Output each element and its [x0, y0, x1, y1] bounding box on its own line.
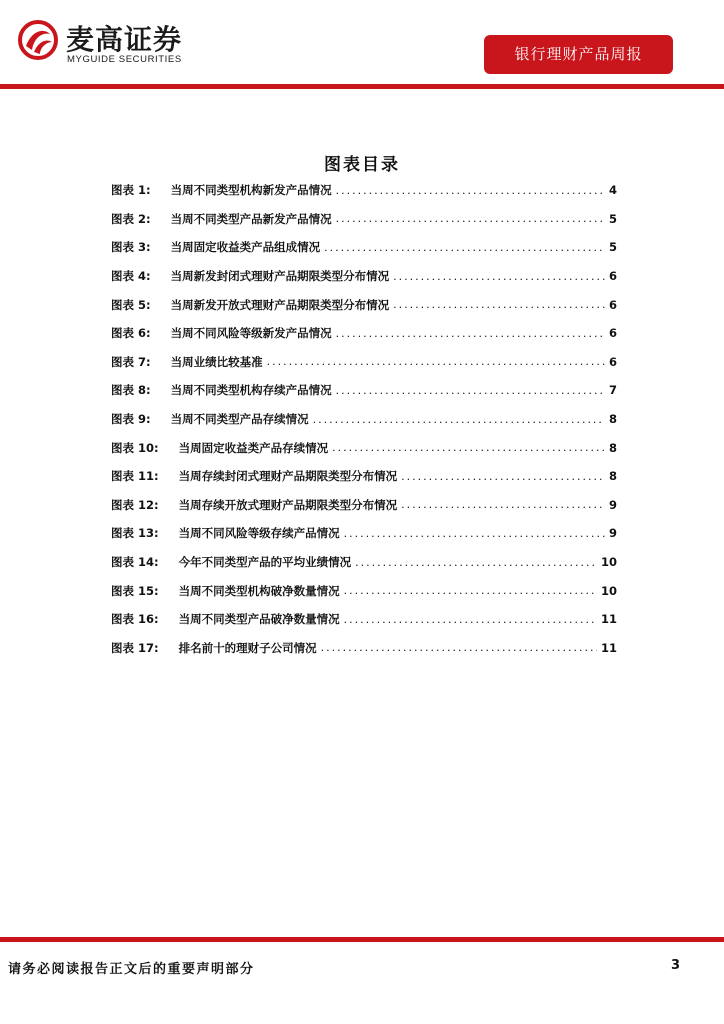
toc-entry[interactable]	[111, 176, 617, 205]
toc-entry-label: 图表 5:	[111, 297, 151, 312]
toc-leader-dots	[313, 413, 605, 426]
toc-entry-label: 图表 12:	[111, 497, 159, 512]
toc-entry-page: 8	[608, 469, 617, 484]
toc-entry[interactable]	[111, 319, 617, 348]
toc-entry-page: 6	[608, 326, 617, 341]
toc-leader-dots	[393, 270, 605, 283]
toc-leader-dots	[321, 641, 597, 654]
toc-entry-title: 当周不同风险等级存续产品情况	[178, 526, 340, 541]
toc-entry-page: 10	[600, 555, 617, 570]
toc-entry-title: 当周存续开放式理财产品期限类型分布情况	[178, 497, 398, 512]
toc-entry-title: 当周不同类型机构破净数量情况	[178, 583, 340, 598]
toc-entry[interactable]	[111, 548, 617, 577]
toc-entry-label: 图表 17:	[111, 640, 159, 655]
toc-entry[interactable]	[111, 348, 617, 377]
toc-entry-title: 排名前十的理财子公司情况	[178, 640, 317, 655]
toc-entry-label: 图表 6:	[111, 326, 151, 341]
toc-entry-title: 当周存续封闭式理财产品期限类型分布情况	[178, 469, 398, 484]
toc-entry-page: 6	[608, 297, 617, 312]
toc-entry[interactable]	[111, 491, 617, 520]
toc-entry[interactable]	[111, 433, 617, 462]
toc-entry-page: 9	[608, 526, 617, 541]
toc-entry-page: 11	[600, 640, 617, 655]
toc-entry-page: 6	[608, 269, 617, 284]
logo-english-name: MYGUIDE SECURITIES	[67, 54, 182, 65]
toc-entry-title: 当周新发开放式理财产品期限类型分布情况	[170, 297, 390, 312]
toc-entry-title: 当周固定收益类产品组成情况	[170, 240, 321, 255]
toc-leader-dots	[344, 527, 605, 540]
toc-entry[interactable]	[111, 233, 617, 262]
toc-entry-label: 图表 7:	[111, 354, 151, 369]
toc-entry-page: 7	[608, 383, 617, 398]
toc-entry-page: 8	[608, 412, 617, 427]
footer-divider	[0, 937, 724, 942]
toc-entry-page: 11	[600, 612, 617, 627]
toc-title: 图表目录	[324, 155, 400, 175]
toc-entry-label: 图表 13:	[111, 526, 159, 541]
toc-entry-label: 图表 8:	[111, 383, 151, 398]
toc-entry-label: 图表 10:	[111, 440, 159, 455]
toc-entry-label: 图表 14:	[111, 555, 159, 570]
toc-entry-label: 图表 1:	[111, 183, 151, 198]
toc-entry-title: 今年不同类型产品的平均业绩情况	[178, 555, 352, 570]
toc-entry-title: 当周新发封闭式理财产品期限类型分布情况	[170, 269, 390, 284]
toc-entry-title: 当周业绩比较基准	[170, 354, 263, 369]
toc-leader-dots	[336, 212, 605, 225]
toc-leader-dots	[332, 441, 605, 454]
company-logo	[18, 18, 218, 68]
toc-entry[interactable]	[111, 605, 617, 634]
toc-entry-label: 图表 11:	[111, 469, 159, 484]
toc-entry-page: 8	[608, 440, 617, 455]
toc-leader-dots	[401, 470, 605, 483]
toc-entry-title: 当周不同类型产品破净数量情况	[178, 612, 340, 627]
toc-entry-label: 图表 3:	[111, 240, 151, 255]
toc-leader-dots	[336, 327, 605, 340]
toc-leader-dots	[401, 498, 605, 511]
page-number: 3	[670, 958, 680, 973]
toc-entry-title: 当周不同风险等级新发产品情况	[170, 326, 332, 341]
toc-entry-page: 4	[608, 183, 617, 198]
toc-entry-page: 6	[608, 354, 617, 369]
toc-leader-dots	[267, 355, 605, 368]
toc-entry-label: 图表 9:	[111, 412, 151, 427]
toc-leader-dots	[336, 184, 605, 197]
toc-entry-title: 当周不同类型产品新发产品情况	[170, 211, 332, 226]
toc-entry[interactable]	[111, 376, 617, 405]
toc-entry-page: 9	[608, 497, 617, 512]
toc-entry-title: 当周固定收益类产品存续情况	[178, 440, 329, 455]
toc-entry[interactable]	[111, 205, 617, 234]
toc-entry-label: 图表 15:	[111, 583, 159, 598]
toc-entry-title: 当周不同类型机构新发产品情况	[170, 183, 332, 198]
myguide-logo-icon	[18, 20, 58, 60]
toc-entry-page: 5	[608, 211, 617, 226]
toc-entry[interactable]	[111, 290, 617, 319]
footer-disclaimer: 请务必阅读报告正文后的重要声明部分	[8, 962, 255, 977]
table-of-figures	[111, 176, 617, 662]
toc-leader-dots	[336, 384, 605, 397]
logo-chinese-name: 麦高证券	[66, 23, 183, 56]
toc-entry-label: 图表 2:	[111, 211, 151, 226]
toc-entry-label: 图表 16:	[111, 612, 159, 627]
toc-entry-page: 5	[608, 240, 617, 255]
toc-entry-title: 当周不同类型机构存续产品情况	[170, 383, 332, 398]
toc-leader-dots	[344, 584, 597, 597]
toc-leader-dots	[324, 241, 605, 254]
toc-entry[interactable]	[111, 576, 617, 605]
toc-entry-page: 10	[600, 583, 617, 598]
toc-leader-dots	[355, 556, 597, 569]
toc-entry[interactable]	[111, 262, 617, 291]
toc-entry-label: 图表 4:	[111, 269, 151, 284]
report-type-badge: 银行理财产品周报	[484, 35, 673, 74]
toc-entry[interactable]	[111, 462, 617, 491]
toc-leader-dots	[344, 613, 597, 626]
toc-entry[interactable]	[111, 634, 617, 663]
toc-leader-dots	[393, 298, 605, 311]
toc-entry-title: 当周不同类型产品存续情况	[170, 412, 309, 427]
toc-entry[interactable]	[111, 405, 617, 434]
toc-entry[interactable]	[111, 519, 617, 548]
header-divider	[0, 84, 724, 89]
